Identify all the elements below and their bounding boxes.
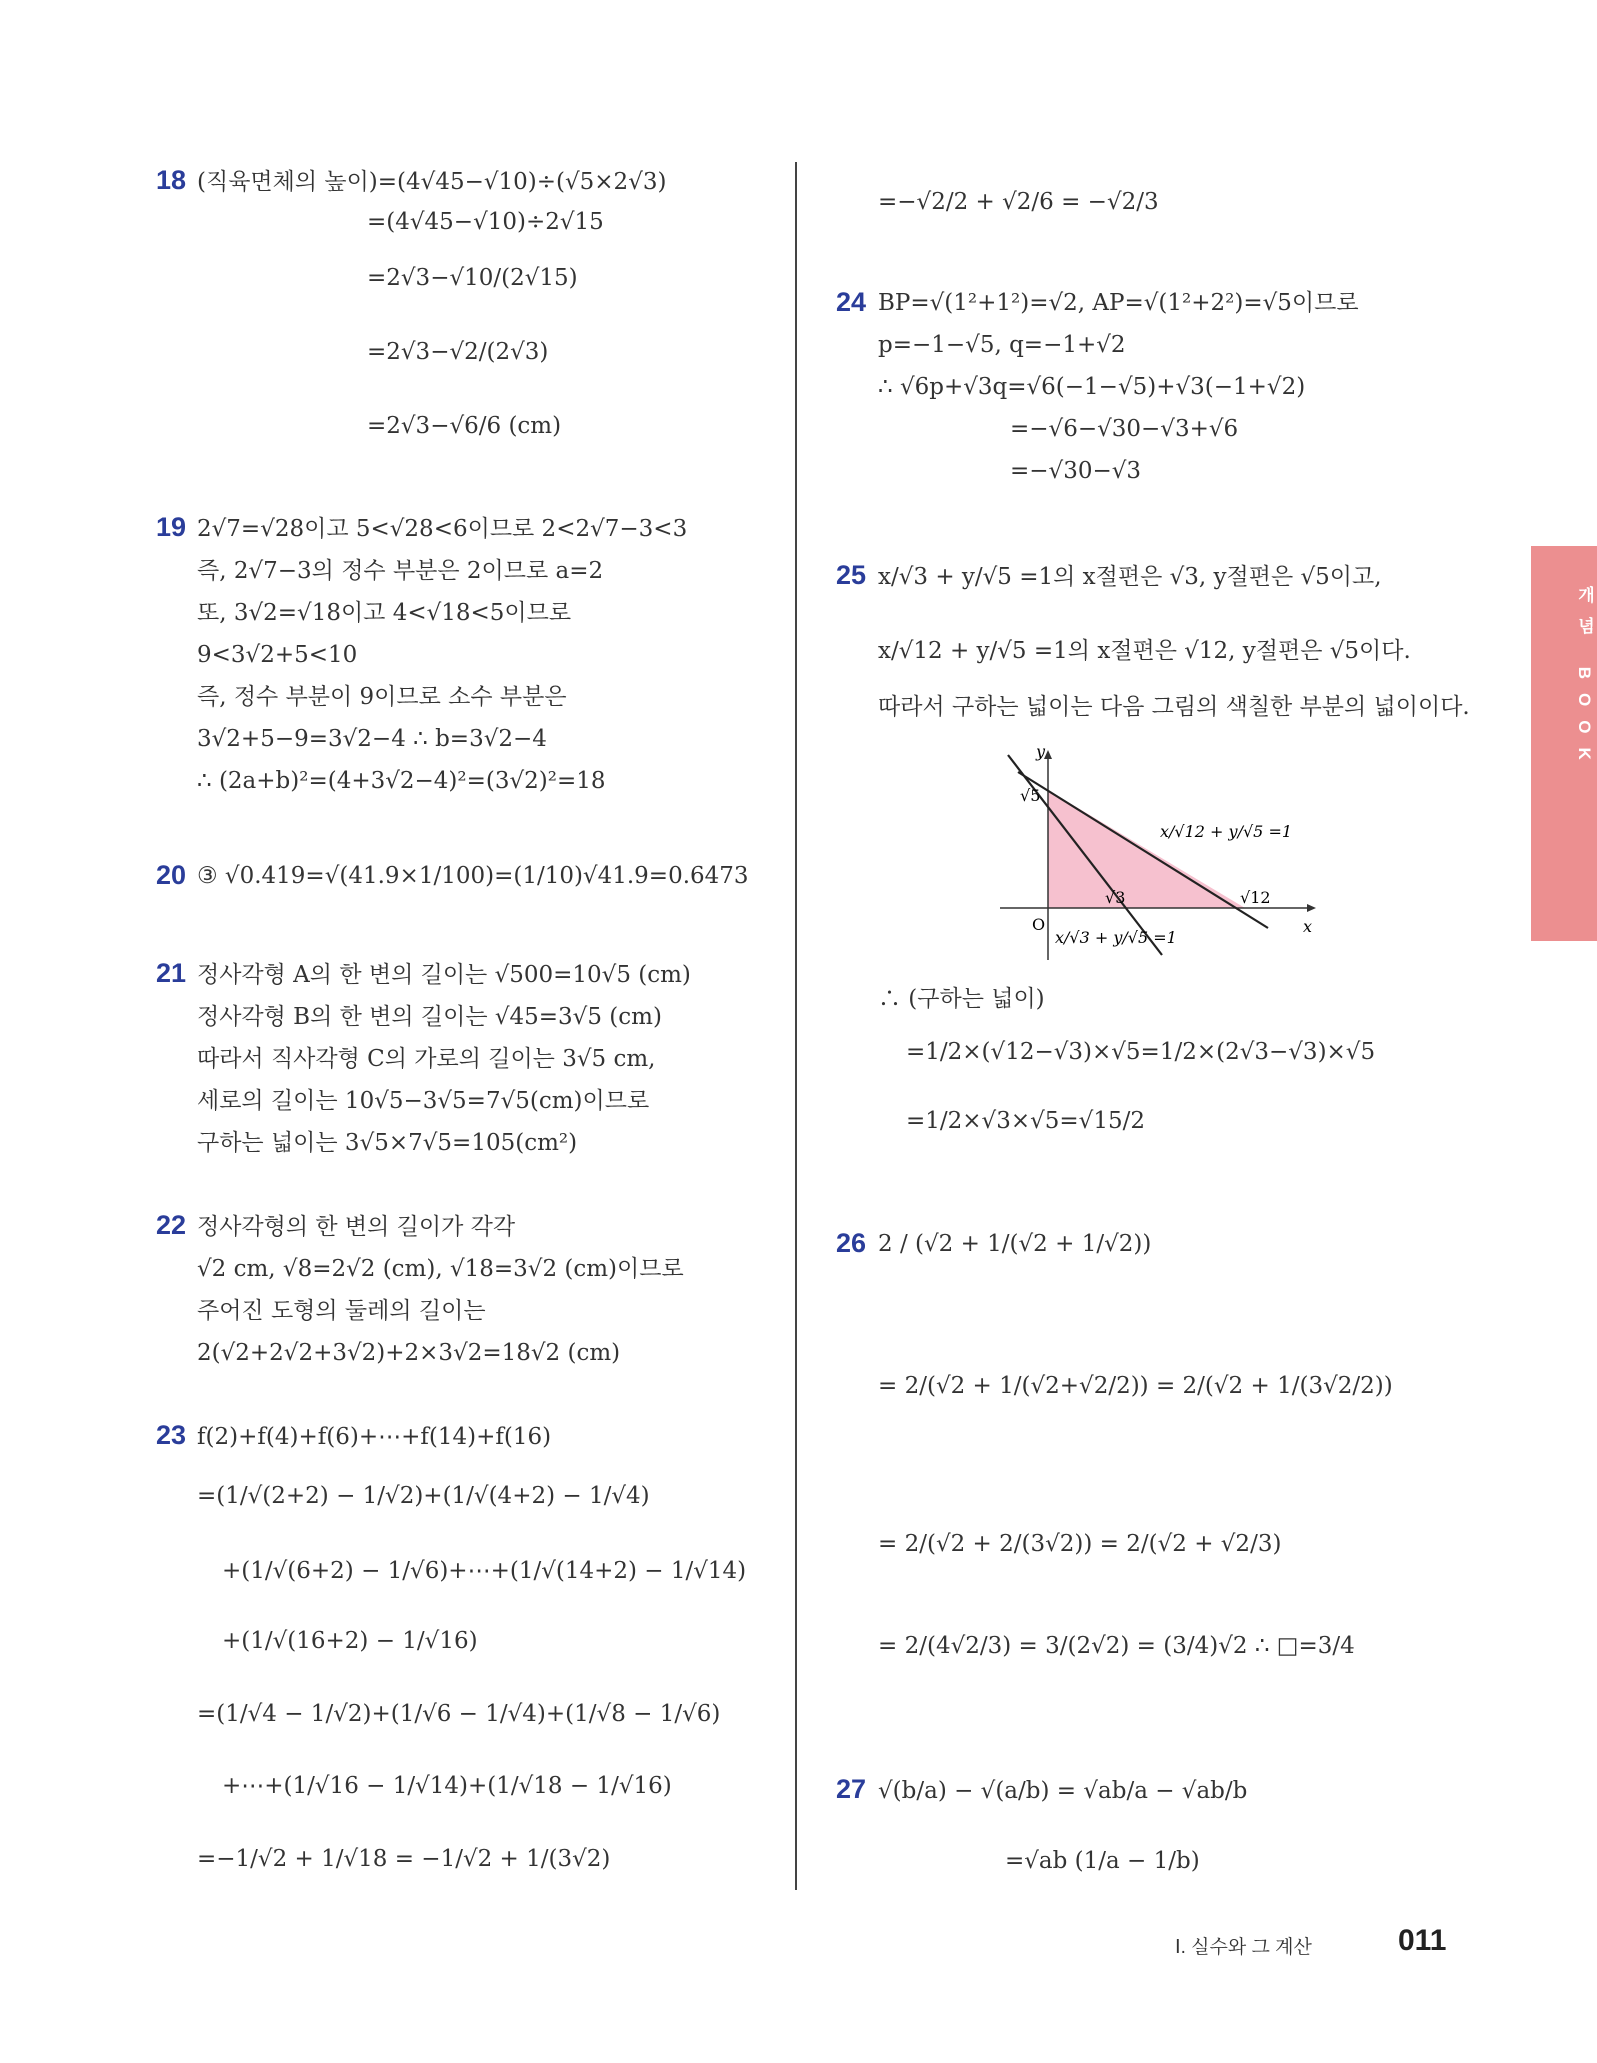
problem-number: 27 <box>836 1774 867 1804</box>
chapter-side-tab <box>1531 546 1597 941</box>
problem-number: 21 <box>156 958 187 988</box>
problem-line: =−√2/2 + √2/6 = −√2/3 <box>878 189 1159 215</box>
problem-line: 3√2+5−9=3√2−4 ∴ b=3√2−4 <box>197 726 547 752</box>
x-axis-label: x <box>1303 917 1313 936</box>
page-number: 011 <box>1398 1924 1447 1957</box>
problem-line: x/√3 + y/√5 =1의 x절편은 √3, y절편은 √5이고, <box>878 564 1382 590</box>
problem-number: 18 <box>156 165 187 195</box>
problem-line: =(4√45−√10)÷2√15 <box>367 209 604 235</box>
problem-line: f(2)+f(4)+f(6)+⋯+f(14)+f(16) <box>197 1424 552 1450</box>
line-1-label: x/√3 + y/√5 =1 <box>1055 928 1177 947</box>
problem-line: +⋯+(1/√16 − 1/√14)+(1/√18 − 1/√16) <box>222 1773 672 1799</box>
problem-line: 즉, 2√7−3의 정수 부분은 2이므로 a=2 <box>197 558 604 584</box>
problem-line: 9<3√2+5<10 <box>197 642 358 668</box>
line-2-label: x/√12 + y/√5 =1 <box>1160 822 1293 841</box>
problem-line: p=−1−√5, q=−1+√2 <box>878 332 1126 358</box>
problem-line: x/√12 + y/√5 =1의 x절편은 √12, y절편은 √5이다. <box>878 638 1411 664</box>
y-intercept-label: √5 <box>1020 786 1041 805</box>
problem-line: 세로의 길이는 10√5−3√5=7√5(cm)이므로 <box>197 1088 650 1114</box>
problem-line: = 2/(√2 + 2/(3√2)) = 2/(√2 + √2/3) <box>878 1531 1282 1557</box>
problem-line: 2(√2+2√2+3√2)+2×3√2=18√2 (cm) <box>197 1340 621 1366</box>
shaded-region <box>1048 790 1245 908</box>
triangle-area-graph <box>1000 745 1320 970</box>
problem-line: ③ √0.419=√(41.9×1/100)=(1/10)√41.9=0.6473 <box>197 863 749 889</box>
problem-line: 즉, 정수 부분이 9이므로 소수 부분은 <box>197 684 567 710</box>
problem-number: 25 <box>836 560 867 590</box>
problem-line: 2√7=√28이고 5<√28<6이므로 2<2√7−3<3 <box>197 516 688 542</box>
footer-chapter-title: Ⅰ. 실수와 그 계산 <box>1175 1937 1312 1958</box>
problem-line: 주어진 도형의 둘레의 길이는 <box>197 1298 486 1324</box>
problem-line: =−√30−√3 <box>1010 458 1142 484</box>
problem-line: ∴ (구하는 넓이) <box>878 986 1045 1012</box>
origin-label: O <box>1032 915 1046 934</box>
problem-line: 또, 3√2=√18이고 4<√18<5이므로 <box>197 600 572 626</box>
problem-number: 22 <box>156 1210 187 1240</box>
problem-line: 구하는 넓이는 3√5×7√5=105(cm²) <box>197 1130 578 1156</box>
problem-number: 24 <box>836 287 867 317</box>
problem-line: =2√3−√2/(2√3) <box>367 339 549 365</box>
problem-line: =√ab (1/a − 1/b) <box>1005 1848 1200 1874</box>
column-divider <box>795 162 797 1890</box>
problem-line: = 2/(√2 + 1/(√2+√2/2)) = 2/(√2 + 1/(3√2/2)) <box>878 1373 1393 1399</box>
x-intercept-label: √12 <box>1240 888 1271 907</box>
problem-line: =1/2×√3×√5=√15/2 <box>906 1108 1145 1134</box>
x-axis-arrow <box>1307 904 1316 912</box>
problem-number: 26 <box>836 1228 867 1258</box>
problem-line: =(1/√4 − 1/√2)+(1/√6 − 1/√4)+(1/√8 − 1/√6) <box>197 1701 721 1727</box>
problem-number: 23 <box>156 1420 187 1450</box>
problem-line: ∴ √6p+√3q=√6(−1−√5)+√3(−1+√2) <box>878 374 1306 400</box>
problem-line: +(1/√(6+2) − 1/√6)+⋯+(1/√(14+2) − 1/√14) <box>222 1558 747 1584</box>
problem-line: 2 / (√2 + 1/(√2 + 1/√2)) <box>878 1231 1152 1257</box>
problem-line: BP=√(1²+1²)=√2, AP=√(1²+2²)=√5이므로 <box>878 290 1359 316</box>
problem-line: = 2/(4√2/3) = 3/(2√2) = (3/4)√2 ∴ □=3/4 <box>878 1633 1355 1659</box>
problem-line: ∴ (2a+b)²=(4+3√2−4)²=(3√2)²=18 <box>197 768 606 794</box>
y-axis-arrow <box>1044 750 1052 759</box>
problem-number: 20 <box>156 860 187 890</box>
problem-line: =−√6−√30−√3+√6 <box>1010 416 1239 442</box>
problem-line: +(1/√(16+2) − 1/√16) <box>222 1628 478 1654</box>
problem-line: 정사각형 B의 한 변의 길이는 √45=3√5 (cm) <box>197 1004 662 1030</box>
problem-line: =(1/√(2+2) − 1/√2)+(1/√(4+2) − 1/√4) <box>197 1483 650 1509</box>
y-axis-label: y <box>1036 745 1046 761</box>
problem-line: =2√3−√6/6 (cm) <box>367 413 562 439</box>
problem-line: 정사각형의 한 변의 길이가 각각 <box>197 1214 516 1240</box>
problem-line: =−1/√2 + 1/√18 = −1/√2 + 1/(3√2) <box>197 1846 611 1872</box>
x-intercept-label: √3 <box>1105 888 1126 907</box>
problem-line: √(b/a) − √(a/b) = √ab/a − √ab/b <box>878 1778 1248 1804</box>
problem-line: √2 cm, √8=2√2 (cm), √18=3√2 (cm)이므로 <box>197 1256 684 1282</box>
problem-line: 정사각형 A의 한 변의 길이는 √500=10√5 (cm) <box>197 962 691 988</box>
problem-line: =1/2×(√12−√3)×√5=1/2×(2√3−√3)×√5 <box>906 1039 1376 1065</box>
problem-line: (직육면체의 높이)=(4√45−√10)÷(√5×2√3) <box>197 169 667 195</box>
problem-line: 따라서 직사각형 C의 가로의 길이는 3√5 cm, <box>197 1046 656 1072</box>
problem-line: 따라서 구하는 넓이는 다음 그림의 색칠한 부분의 넓이이다. <box>878 694 1470 720</box>
problem-number: 19 <box>156 512 187 542</box>
problem-line: =2√3−√10/(2√15) <box>367 265 578 291</box>
side-tab-label: 개념 BOOK <box>1575 586 1594 774</box>
